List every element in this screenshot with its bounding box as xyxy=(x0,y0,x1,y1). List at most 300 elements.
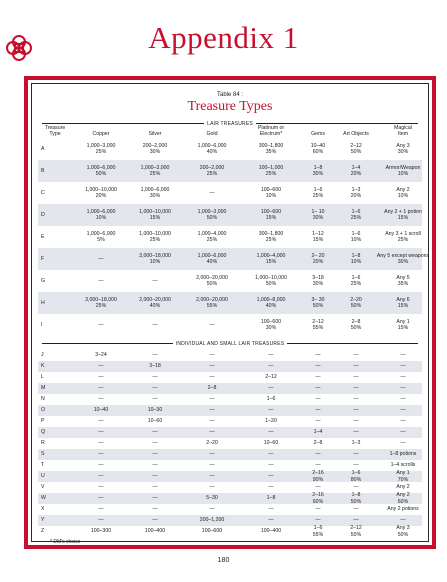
cell-gold xyxy=(182,515,242,526)
cell-line: 10% xyxy=(397,171,409,177)
cell-gold xyxy=(182,504,242,515)
cell-line: Any 5 except weapons xyxy=(376,252,430,259)
cell-line: 100–600 xyxy=(260,318,282,325)
cell-gems xyxy=(300,438,336,449)
cell-line: Any 1 xyxy=(396,318,410,325)
cell-type: W xyxy=(41,495,46,502)
cell-line: Any 2 + 1 potion xyxy=(384,208,422,215)
cell-line: Any 1 xyxy=(396,470,410,477)
cell-type: N xyxy=(41,396,45,403)
cell-silver xyxy=(128,504,182,515)
cell-line: — xyxy=(98,277,104,284)
small-row xyxy=(38,482,422,493)
cell-line: 50% xyxy=(397,531,409,538)
cell-line: 1,000–4,000 xyxy=(256,252,286,259)
cell-art xyxy=(336,449,376,460)
cell-line: Armor/Weapon xyxy=(385,164,421,171)
cell-line: 1–6 xyxy=(351,208,361,215)
cell-line: 2– 20 xyxy=(311,252,325,259)
cell-line: 15% xyxy=(397,325,409,331)
cell-platinum xyxy=(242,248,300,270)
cell-line: 20% xyxy=(95,193,107,199)
header-gems xyxy=(300,131,336,137)
header-silver xyxy=(128,131,182,137)
cell-silver xyxy=(128,361,182,372)
cell-silver xyxy=(128,460,182,471)
cell-line: — xyxy=(268,451,274,458)
cell-type: K xyxy=(41,363,45,370)
cell-line: 50% xyxy=(350,325,362,331)
cell-gold xyxy=(182,314,242,336)
cell-art xyxy=(336,138,376,160)
cell-line: — xyxy=(98,484,104,491)
cell-line: 15% xyxy=(265,259,277,265)
cell-line: — xyxy=(400,385,406,392)
cell-line: 30% xyxy=(312,171,324,177)
cell-line: 100–1,000 xyxy=(258,164,284,171)
cell-copper xyxy=(74,449,128,460)
cell-line: 80% xyxy=(350,476,362,483)
cell-line: 2–12 xyxy=(265,374,277,381)
cell-magic xyxy=(376,292,430,314)
cell-line: 1–6 xyxy=(351,470,361,477)
cell-line: — xyxy=(98,429,104,436)
cell-line: — xyxy=(152,462,158,469)
cell-line: 100–300 xyxy=(90,528,112,535)
cell-art xyxy=(336,372,376,383)
cell-line: — xyxy=(400,418,406,425)
cell-line: 300–1,800 xyxy=(258,230,284,237)
cell-line: 1,000–10,000 xyxy=(139,208,171,215)
cell-line: 200–2,000 xyxy=(199,164,225,171)
cell-gold xyxy=(182,427,242,438)
cell-line: 25% xyxy=(265,237,277,243)
cell-platinum xyxy=(242,182,300,204)
cell-silver xyxy=(128,350,182,361)
cell-line: — xyxy=(98,473,104,480)
header-magic xyxy=(376,125,430,137)
cell-gold xyxy=(182,270,242,292)
cell-copper xyxy=(74,460,128,471)
cell-platinum xyxy=(242,361,300,372)
cell-copper xyxy=(74,361,128,372)
cell-line: 10% xyxy=(350,259,362,265)
cell-line: 1–3 xyxy=(351,186,361,193)
lair-row xyxy=(38,160,422,182)
cell-line: — xyxy=(152,517,158,524)
cell-line: 2–12 xyxy=(350,525,362,532)
cell-silver xyxy=(128,226,182,248)
cell-silver xyxy=(128,394,182,405)
cell-line: — xyxy=(315,407,321,414)
cell-line: — xyxy=(152,374,158,381)
cell-line: — xyxy=(353,429,359,436)
cell-platinum xyxy=(242,504,300,515)
cell-line: — xyxy=(315,418,321,425)
header-line: Platinum or xyxy=(257,125,285,131)
cell-line: 1–3 xyxy=(351,440,361,447)
cell-art xyxy=(336,383,376,394)
cell-silver xyxy=(128,482,182,493)
cell-line: — xyxy=(268,352,274,359)
cell-type: F xyxy=(41,255,45,262)
cell-line: — xyxy=(98,451,104,458)
cell-line: 15% xyxy=(265,215,277,221)
cell-line: 1,000–3,000 xyxy=(140,164,170,171)
divider-rule xyxy=(42,343,173,344)
cell-line: — xyxy=(98,255,104,262)
cell-line: — xyxy=(353,451,359,458)
cell-magic xyxy=(376,138,430,160)
cell-platinum xyxy=(242,372,300,383)
cell-line: — xyxy=(209,407,215,414)
cell-platinum xyxy=(242,471,300,482)
cell-line: 1,000–10,000 xyxy=(85,186,117,193)
cell-gold xyxy=(182,138,242,160)
cell-line: 55% xyxy=(312,325,324,331)
cell-gems xyxy=(300,416,336,427)
cell-line: 40% xyxy=(206,259,218,265)
cell-copper xyxy=(74,292,128,314)
cell-art xyxy=(336,270,376,292)
lair-row xyxy=(38,226,422,248)
cell-line: 35% xyxy=(397,281,409,287)
cell-line: 60% xyxy=(397,498,409,505)
cell-platinum xyxy=(242,314,300,336)
cell-magic xyxy=(376,361,430,372)
cell-line: — xyxy=(353,517,359,524)
cell-line: 3,000–18,000 xyxy=(139,252,171,259)
lair-row xyxy=(38,270,422,292)
cell-line: — xyxy=(152,396,158,403)
cell-line: 50% xyxy=(206,215,218,221)
cell-silver xyxy=(128,471,182,482)
cell-gems xyxy=(300,526,336,537)
cell-line: 25% xyxy=(265,171,277,177)
cell-line: 1–8 xyxy=(266,495,276,502)
cell-line: — xyxy=(268,473,274,480)
cell-line: 1–6 xyxy=(266,396,276,403)
cell-line: 30% xyxy=(312,281,324,287)
cell-line: — xyxy=(98,396,104,403)
cell-line: — xyxy=(209,506,215,513)
cell-silver xyxy=(128,292,182,314)
cell-art xyxy=(336,226,376,248)
cell-line: — xyxy=(152,451,158,458)
cell-line: — xyxy=(209,484,215,491)
cell-type: Z xyxy=(41,528,45,535)
cell-line: 100–600 xyxy=(260,208,282,215)
cell-line: — xyxy=(98,385,104,392)
cell-line: — xyxy=(400,517,406,524)
cell-silver xyxy=(128,438,182,449)
cell-art xyxy=(336,394,376,405)
cell-line: — xyxy=(152,440,158,447)
cell-platinum xyxy=(242,270,300,292)
cell-line: 25% xyxy=(95,303,107,309)
cell-line: — xyxy=(315,363,321,370)
cell-gems xyxy=(300,383,336,394)
cell-line: 1,000–4,000 xyxy=(197,230,227,237)
cell-platinum xyxy=(242,427,300,438)
small-row xyxy=(38,504,422,515)
cell-line: — xyxy=(209,451,215,458)
cell-gems xyxy=(300,138,336,160)
cell-type: U xyxy=(41,473,45,480)
cell-platinum xyxy=(242,526,300,537)
cell-art xyxy=(336,405,376,416)
cell-type: A xyxy=(41,145,45,152)
cell-line: 1–4 xyxy=(313,429,323,436)
cell-line: — xyxy=(315,385,321,392)
cell-platinum xyxy=(242,204,300,226)
cell-line: 1–8 xyxy=(351,252,361,259)
header-line: Gold xyxy=(206,131,218,137)
lair-treasures-divider xyxy=(42,120,418,127)
cell-line: — xyxy=(152,352,158,359)
cell-line: 50% xyxy=(350,149,362,155)
cell-copper xyxy=(74,482,128,493)
cell-type: S xyxy=(41,451,45,458)
cell-line: 10–60 xyxy=(147,418,163,425)
cell-line: 30% xyxy=(397,259,409,265)
cell-line: — xyxy=(152,506,158,513)
cell-platinum xyxy=(242,416,300,427)
cell-silver xyxy=(128,160,182,182)
cell-magic xyxy=(376,372,430,383)
cell-line: 3–18 xyxy=(312,274,324,281)
cell-platinum xyxy=(242,383,300,394)
cell-line: — xyxy=(152,495,158,502)
cell-type: B xyxy=(41,167,45,174)
cell-copper xyxy=(74,515,128,526)
cell-line: 2–16 xyxy=(312,492,324,499)
cell-line: 50% xyxy=(350,531,362,538)
section-label: INDIVIDUAL AND SMALL LAIR TREASURES xyxy=(175,340,285,347)
cell-copper xyxy=(74,504,128,515)
cell-line: 1,000–10,000 xyxy=(255,274,287,281)
cell-line: — xyxy=(400,396,406,403)
cell-gold xyxy=(182,292,242,314)
cell-line: 25% xyxy=(350,215,362,221)
header-platinum xyxy=(242,125,300,137)
cell-line: 5% xyxy=(97,237,105,243)
cell-line: 2–12 xyxy=(312,318,324,325)
cell-art xyxy=(336,471,376,482)
cell-copper xyxy=(74,138,128,160)
cell-art xyxy=(336,504,376,515)
header-type xyxy=(38,125,72,137)
cell-line: — xyxy=(353,407,359,414)
cell-copper xyxy=(74,394,128,405)
cell-art xyxy=(336,416,376,427)
cell-type: C xyxy=(41,189,45,196)
cell-line: 90% xyxy=(312,476,324,483)
cell-line: — xyxy=(98,506,104,513)
cell-copper xyxy=(74,438,128,449)
cell-line: Any 3 xyxy=(396,142,410,149)
cell-line: — xyxy=(268,517,274,524)
cell-line: 35% xyxy=(265,149,277,155)
cell-copper xyxy=(74,471,128,482)
cell-line: — xyxy=(209,473,215,480)
header-line: Item xyxy=(397,131,409,137)
cell-line: — xyxy=(152,321,158,328)
cell-line: — xyxy=(209,418,215,425)
cell-platinum xyxy=(242,292,300,314)
cell-type: O xyxy=(41,407,46,414)
cell-gems xyxy=(300,405,336,416)
cell-gems xyxy=(300,493,336,504)
cell-line: — xyxy=(268,462,274,469)
cell-gems xyxy=(300,504,336,515)
cell-type: V xyxy=(41,484,45,491)
table-number: Table 84 : xyxy=(216,92,244,98)
cell-magic xyxy=(376,416,430,427)
cell-line: 20% xyxy=(350,193,362,199)
table-panel xyxy=(31,83,430,545)
cell-gems xyxy=(300,270,336,292)
cell-line: Any 2 potions xyxy=(387,506,419,513)
cell-line: — xyxy=(315,462,321,469)
cell-gems xyxy=(300,204,336,226)
cell-silver xyxy=(128,526,182,537)
cell-line: — xyxy=(353,363,359,370)
cell-platinum xyxy=(242,138,300,160)
cell-silver xyxy=(128,138,182,160)
cell-line: — xyxy=(353,462,359,469)
cell-silver xyxy=(128,515,182,526)
header-line: Treasure xyxy=(44,125,66,131)
cell-line: — xyxy=(315,451,321,458)
cell-line: — xyxy=(209,321,215,328)
cell-line: 1,000–3,000 xyxy=(197,208,227,215)
cell-line: Any 2 xyxy=(396,492,410,499)
cell-line: — xyxy=(400,363,406,370)
cell-line: 1,000–3,000 xyxy=(86,142,116,149)
cell-line: — xyxy=(98,321,104,328)
lair-row xyxy=(38,182,422,204)
small-row xyxy=(38,449,422,460)
cell-silver xyxy=(128,204,182,226)
cell-line: 30% xyxy=(265,325,277,331)
cell-copper xyxy=(74,372,128,383)
cell-line: 10–30 xyxy=(147,407,163,414)
cell-copper xyxy=(74,416,128,427)
cell-art xyxy=(336,204,376,226)
cell-copper xyxy=(74,314,128,336)
cell-line: 70% xyxy=(397,476,409,483)
cell-magic xyxy=(376,248,430,270)
cell-line: 50% xyxy=(350,303,362,309)
cell-line: — xyxy=(353,484,359,491)
appendix-heading: Appendix 1 xyxy=(148,20,299,55)
cell-copper xyxy=(74,204,128,226)
cell-line: 1,000–6,000 xyxy=(197,142,227,149)
small-row xyxy=(38,515,422,526)
cell-magic xyxy=(376,204,430,226)
cell-gold xyxy=(182,526,242,537)
cell-line: 2–20 xyxy=(350,296,362,303)
cell-line: — xyxy=(400,407,406,414)
cell-magic xyxy=(376,449,430,460)
cell-gold xyxy=(182,204,242,226)
cell-line: 10% xyxy=(350,237,362,243)
small-treasures-divider xyxy=(42,340,418,347)
cell-gold xyxy=(182,482,242,493)
cell-line: 3–18 xyxy=(149,363,161,370)
cell-line: 10% xyxy=(397,193,409,199)
cell-type: T xyxy=(41,462,45,469)
divider-rule xyxy=(256,123,418,124)
header-line: Gems xyxy=(311,131,325,137)
cell-line: — xyxy=(209,374,215,381)
cell-gold xyxy=(182,449,242,460)
cell-line: 3– 30 xyxy=(311,296,325,303)
cell-line: Any 3 + 1 scroll xyxy=(385,230,421,237)
cell-gold xyxy=(182,226,242,248)
small-row xyxy=(38,427,422,438)
cell-gold xyxy=(182,438,242,449)
cell-magic xyxy=(376,350,430,361)
cell-line: 200–1,200 xyxy=(199,517,225,524)
cell-copper xyxy=(74,405,128,416)
cell-line: 1–8 xyxy=(313,164,323,171)
cell-line: 10–40 xyxy=(310,142,326,149)
cell-line: 30% xyxy=(312,215,324,221)
cell-line: 25% xyxy=(206,171,218,177)
cell-type: M xyxy=(41,385,46,392)
cell-magic xyxy=(376,383,430,394)
cell-magic xyxy=(376,314,430,336)
cell-magic xyxy=(376,526,430,537)
cell-line: 15% xyxy=(149,215,161,221)
page-number: 180 xyxy=(217,557,230,564)
cell-line: — xyxy=(152,277,158,284)
cell-line: — xyxy=(152,473,158,480)
cell-line: 10–60 xyxy=(263,440,279,447)
header-art xyxy=(336,131,376,137)
small-row xyxy=(38,471,422,482)
cell-line: 3,000–18,000 xyxy=(85,296,117,303)
cell-silver xyxy=(128,182,182,204)
cell-line: 15% xyxy=(312,237,324,243)
small-row xyxy=(38,394,422,405)
cell-line: 25% xyxy=(397,237,409,243)
cell-line: Any 5 xyxy=(396,274,410,281)
cell-line: 2,000–20,000 xyxy=(139,296,171,303)
cell-type: L xyxy=(41,374,44,381)
cell-line: — xyxy=(98,495,104,502)
cell-line: 1,000–6,000 xyxy=(86,208,116,215)
footnote: * DM's choice xyxy=(50,539,81,545)
cell-line: — xyxy=(268,363,274,370)
cell-silver xyxy=(128,416,182,427)
cell-line: 2–8 xyxy=(351,318,361,325)
cell-line: Any 3 xyxy=(396,525,410,532)
cell-silver xyxy=(128,372,182,383)
cell-copper xyxy=(74,270,128,292)
table-title: Treasure Types xyxy=(187,99,273,114)
cell-line: 15% xyxy=(397,303,409,309)
header-line: Electrum* xyxy=(259,131,283,137)
lair-row xyxy=(38,248,430,270)
cell-copper xyxy=(74,160,128,182)
cell-magic xyxy=(376,504,430,515)
cell-copper xyxy=(74,526,128,537)
cell-magic xyxy=(376,405,430,416)
cell-gems xyxy=(300,160,336,182)
